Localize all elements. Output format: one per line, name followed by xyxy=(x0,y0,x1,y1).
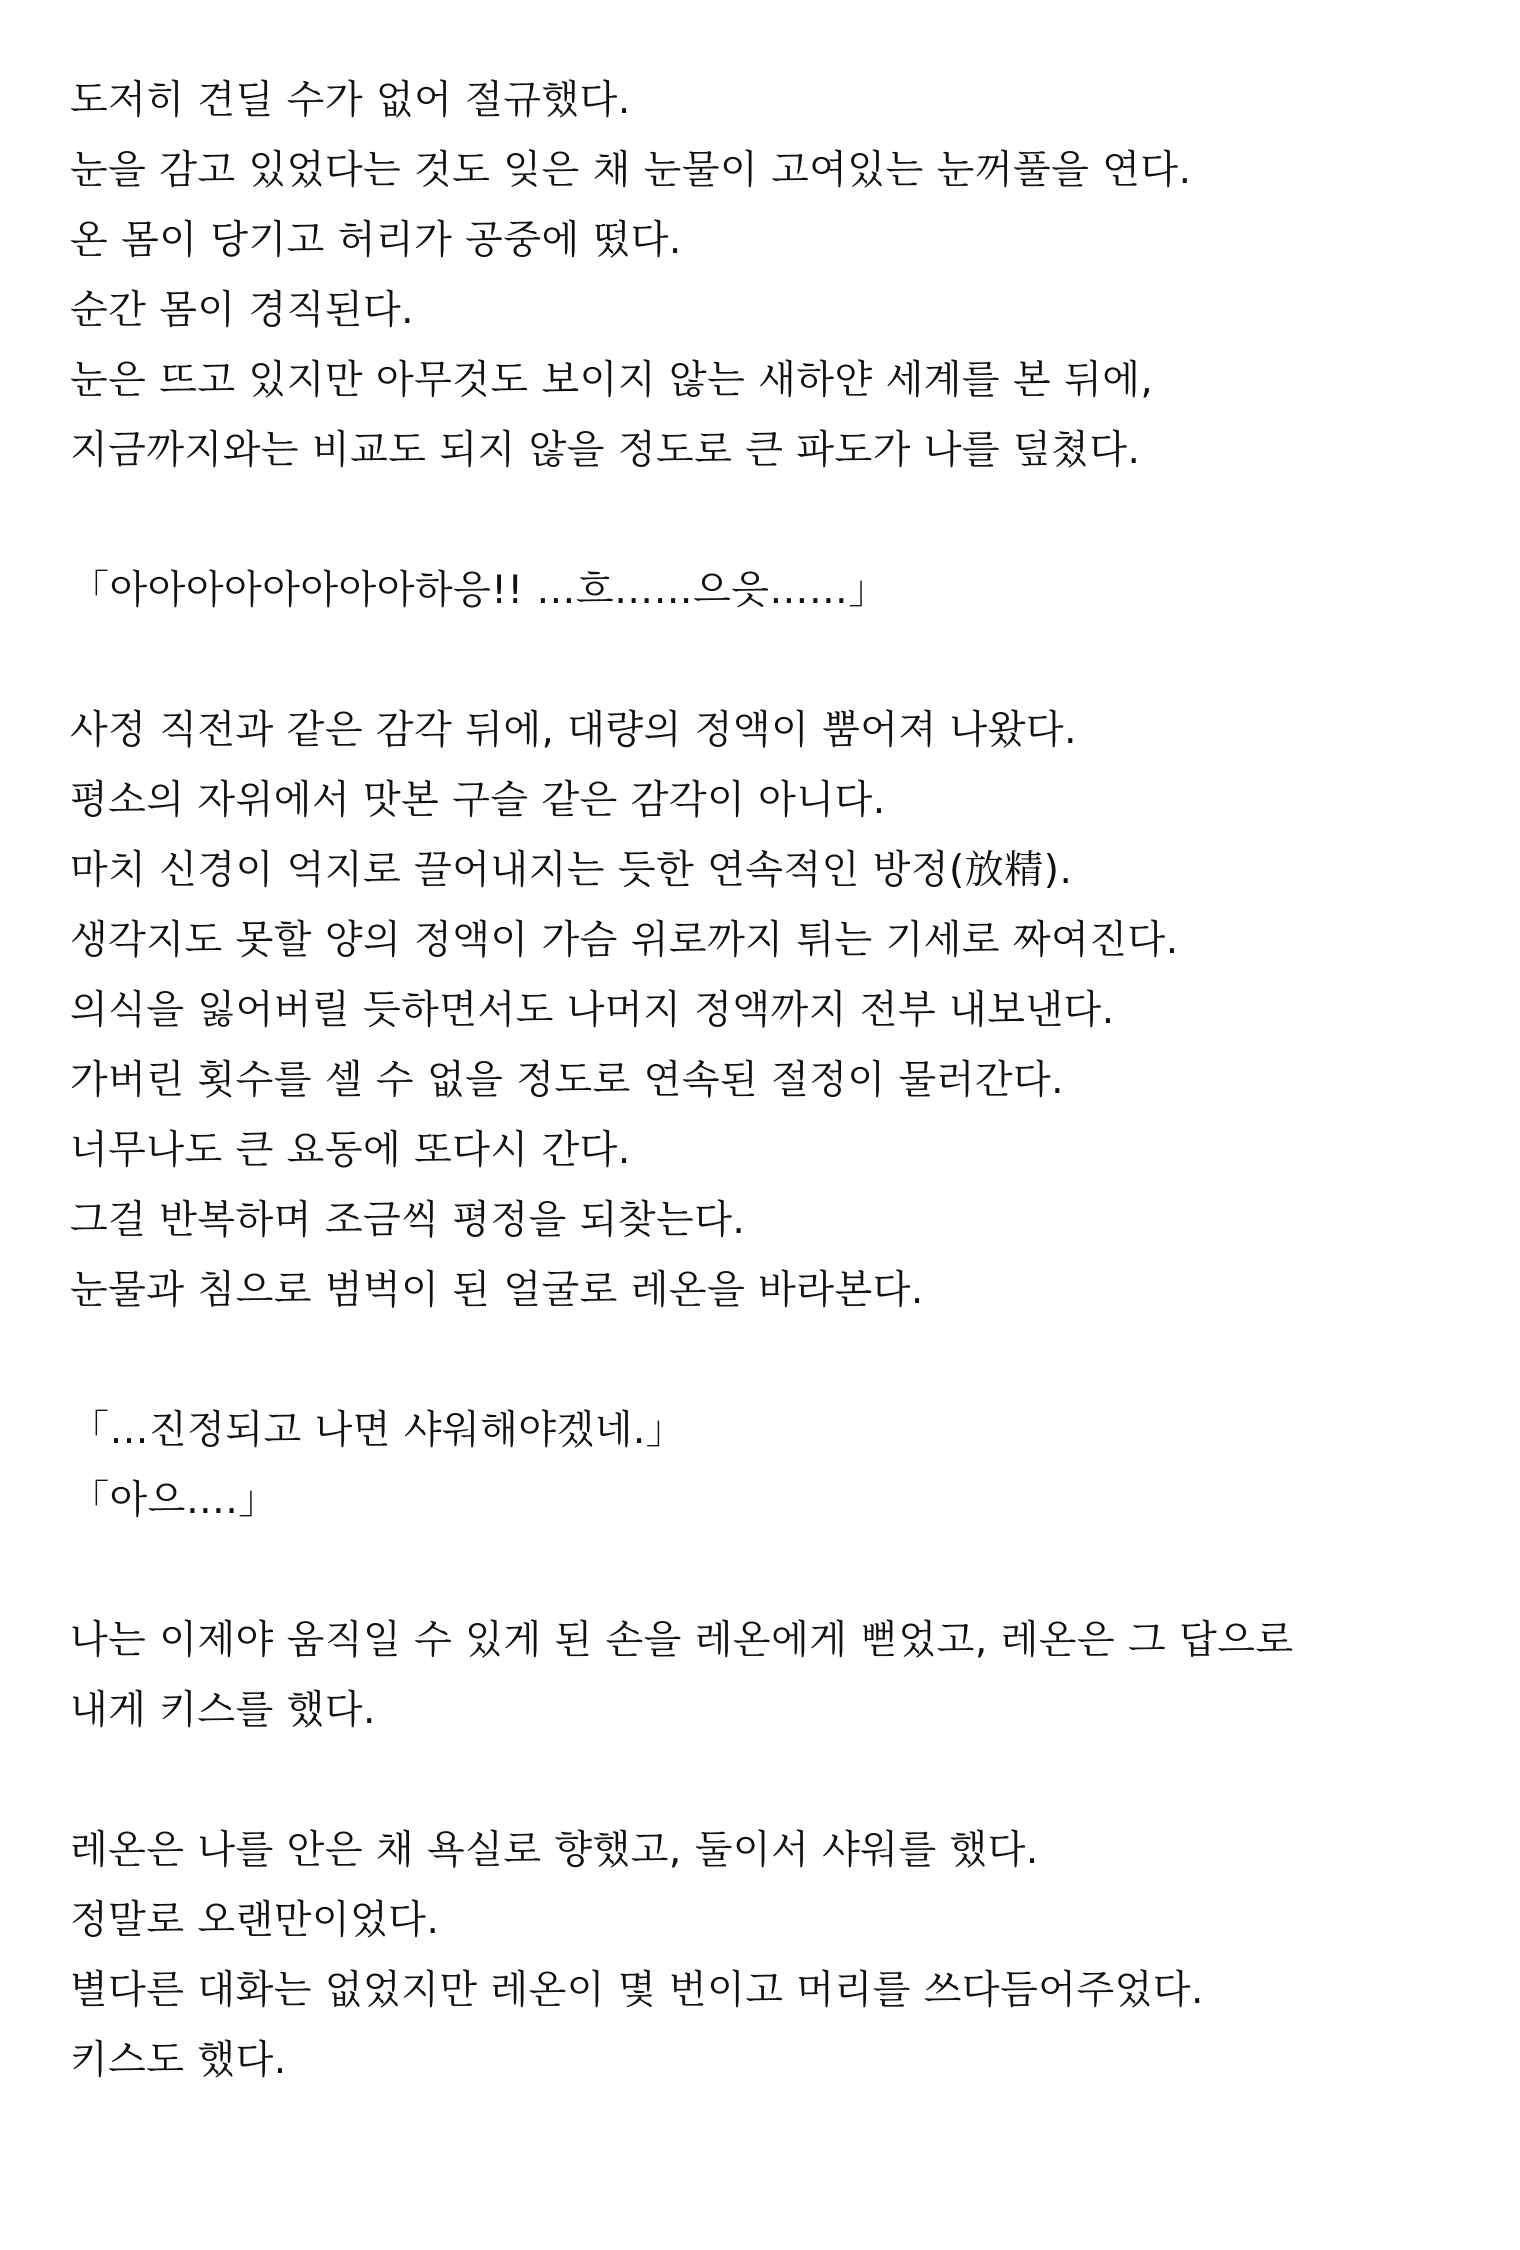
paragraph xyxy=(70,696,1470,1326)
text-line: 눈물과 침으로 범벅이 된 얼굴로 레온을 바라본다. xyxy=(70,1268,924,1313)
text-line: 마치 신경이 억지로 끌어내지는 듯한 연속적인 방정(放精). xyxy=(70,848,1073,893)
text-line: 너무나도 큰 요동에 또다시 간다. xyxy=(70,1128,631,1173)
text-line: 정말로 오랜만이었다. xyxy=(70,1898,440,1943)
text-line: 온 몸이 당기고 허리가 공중에 떴다. xyxy=(70,218,682,263)
text-line: 눈은 뜨고 있지만 아무것도 보이지 않는 새하얀 세계를 본 뒤에, xyxy=(70,358,1154,403)
text-line: 나는 이제야 움직일 수 있게 된 손을 레온에게 뻗었고, 레온은 그 답으로 xyxy=(70,1618,1294,1663)
text-line: 내게 키스를 했다. xyxy=(70,1688,376,1733)
text-line: 사정 직전과 같은 감각 뒤에, 대량의 정액이 뿜어져 나왔다. xyxy=(70,708,1077,753)
text-line: 순간 몸이 경직된다. xyxy=(70,288,415,333)
text-line: 눈을 감고 있었다는 것도 잊은 채 눈물이 고여있는 눈꺼풀을 연다. xyxy=(70,148,1192,193)
dialogue-line: 「아으….」 xyxy=(70,1478,278,1523)
paragraph-gap xyxy=(70,1536,1470,1606)
text-line: 가버린 횟수를 셀 수 없을 정도로 연속된 절정이 물러간다. xyxy=(70,1058,1065,1103)
paragraph-gap xyxy=(70,626,1470,696)
text-line: 도저히 견딜 수가 없어 절규했다. xyxy=(70,78,631,123)
text-line: 지금까지와는 비교도 되지 않을 정도로 큰 파도가 나를 덮쳤다. xyxy=(70,428,1141,473)
text-line: 평소의 자위에서 맛본 구슬 같은 감각이 아니다. xyxy=(70,778,886,823)
dialogue-paragraph xyxy=(70,556,1470,626)
text-line: 레온은 나를 안은 채 욕실로 향했고, 둘이서 샤워를 했다. xyxy=(70,1828,1039,1873)
paragraph-gap xyxy=(70,486,1470,556)
text-line: 별다른 대화는 없었지만 레온이 몇 번이고 머리를 쓰다듬어주었다. xyxy=(70,1968,1204,2013)
text-line: 키스도 했다. xyxy=(70,2038,287,2083)
paragraph xyxy=(70,1816,1470,2096)
text-body xyxy=(70,66,1470,2096)
text-line: 의식을 잃어버릴 듯하면서도 나머지 정액까지 전부 내보낸다. xyxy=(70,988,1115,1033)
paragraph xyxy=(70,66,1470,486)
paragraph xyxy=(70,1606,1470,1746)
text-line: 그걸 반복하며 조금씩 평정을 되찾는다. xyxy=(70,1198,746,1243)
dialogue-line: 「…진정되고 나면 샤워해야겠네.」 xyxy=(70,1408,686,1453)
paragraph-gap xyxy=(70,1746,1470,1816)
dialogue-paragraph xyxy=(70,1396,1470,1536)
dialogue-line: 「아아아아아아아아하응!! …흐……으읏……」 xyxy=(70,568,888,613)
text-line: 생각지도 못할 양의 정액이 가슴 위로까지 튀는 기세로 짜여진다. xyxy=(70,918,1179,963)
paragraph-gap xyxy=(70,1326,1470,1396)
